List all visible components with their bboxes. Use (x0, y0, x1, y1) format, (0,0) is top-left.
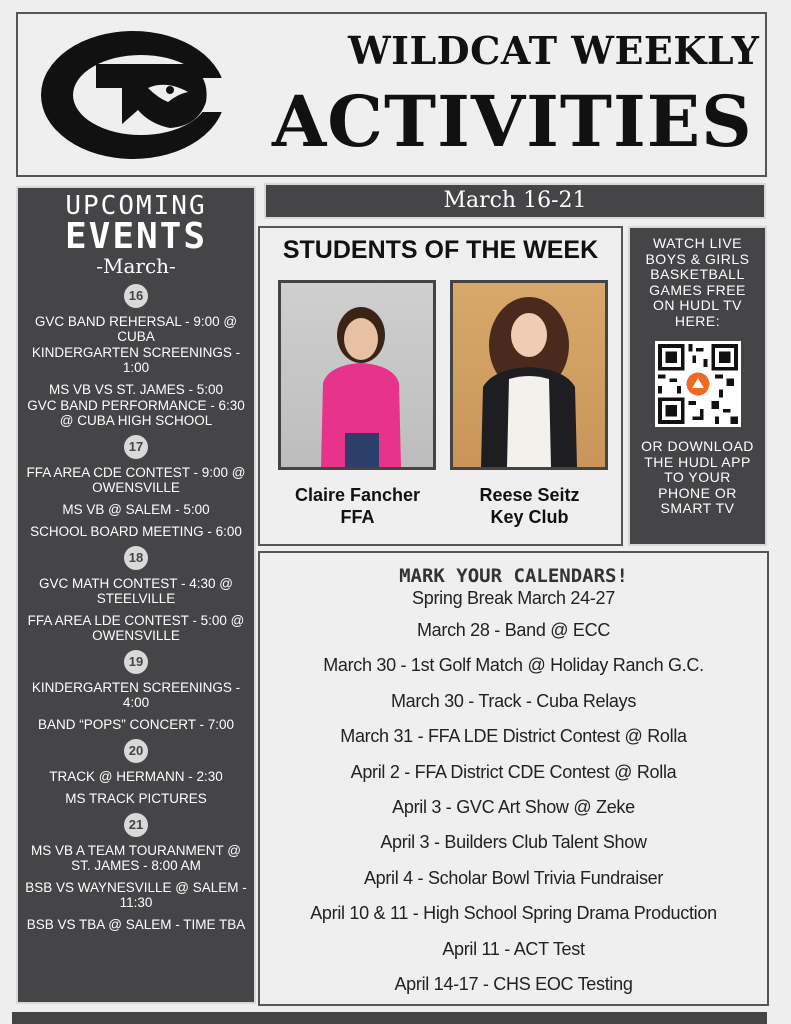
students-of-the-week (258, 226, 623, 546)
event-item: KINDERGARTEN SCREENINGS - 1:00 (31, 345, 241, 375)
hudl-download-text: OR DOWNLOAD THE HUDL APP TO YOUR PHONE OR SMART TV (641, 438, 754, 516)
student-caption (270, 484, 445, 528)
wildcat-logo-icon (38, 28, 228, 163)
title-line2: ACTIVITIES (272, 80, 753, 163)
event-item: GVC BAND REHERSAL - 9:00 @ CUBA (34, 314, 238, 344)
date-range-bar: March 16-21 (264, 183, 766, 219)
day-badge: 19 (124, 650, 148, 674)
upcoming-events-panel (16, 186, 256, 1004)
calendar-item: March 28 - Band @ ECC (416, 620, 611, 640)
event-item: FFA AREA CDE CONTEST - 9:00 @ OWENSVILLE (26, 465, 246, 495)
hudl-watch-text: WATCH LIVE BOYS & GIRLS BASKETBALL GAMES FREE ON HUDL TV HERE: (645, 235, 750, 329)
day-badge: 21 (124, 813, 148, 837)
event-item: MS TRACK PICTURES (65, 791, 207, 806)
event-item: GVC BAND PERFORMANCE - 6:30 @ CUBA HIGH SCHOOL (27, 398, 245, 428)
events-heading: EVENTS (64, 216, 208, 257)
event-item: SCHOOL BOARD MEETING - 6:00 (30, 524, 242, 539)
day-badge: 20 (124, 739, 148, 763)
header (16, 12, 767, 177)
event-item: MS VB @ SALEM - 5:00 (62, 502, 210, 517)
calendar-item: April 14-17 - CHS EOC Testing (394, 973, 633, 994)
calendar-item: April 3 - GVC Art Show @ Zeke (392, 796, 635, 817)
student-caption (442, 484, 617, 528)
student-portrait-icon (453, 283, 605, 467)
calendar-item: March 30 - 1st Golf Match @ Holiday Ranch G.C. (323, 655, 704, 676)
event-item: BAND “POPS” CONCERT - 7:00 (37, 717, 235, 732)
student-photo (450, 280, 608, 470)
day-badge: 18 (124, 546, 148, 570)
student-name: Reese Seitz (479, 485, 580, 505)
month-label: -March- (96, 254, 176, 278)
event-item: MS VB A TEAM TOURANMENT @ ST. JAMES - 8:00 AM (30, 843, 241, 873)
calendar-item: April 3 - Builders Club Talent Show (380, 832, 647, 853)
bottom-bar (12, 1012, 767, 1024)
event-item: TRACK @ HERMANN - 2:30 (49, 769, 223, 784)
event-item: KINDERGARTEN SCREENINGS - 4:00 (31, 680, 241, 710)
calendar-item: April 10 & 11 - High School Spring Drama Production (310, 903, 717, 924)
event-item: FFA AREA LDE CONTEST - 5:00 @ OWENSVILLE (27, 613, 245, 643)
title-line1: WILDCAT WEEKLY (348, 28, 760, 73)
calendar-item: April 2 - FFA District CDE Contest @ Rolla (350, 761, 677, 782)
upcoming-heading: UPCOMING (65, 191, 207, 221)
event-item: BSB VS WAYNESVILLE @ SALEM - 11:30 (25, 880, 247, 910)
student-name: Claire Fancher (294, 485, 421, 505)
student-portrait-icon (281, 283, 433, 467)
calendar-item: April 11 - ACT Test (442, 938, 585, 959)
students-title: STUDENTS OF THE WEEK (282, 236, 599, 264)
event-item: GVC MATH CONTEST - 4:30 @ STEELVILLE (39, 576, 233, 606)
event-item: MS VB VS ST. JAMES - 5:00 (48, 382, 224, 397)
student-org: FFA (340, 507, 375, 527)
student-photo (278, 280, 436, 470)
calendar-item: March 31 - FFA LDE District Contest @ Rolla (340, 726, 687, 747)
calendar-item: Spring Break March 24-27 (412, 588, 615, 608)
day-badge: 16 (124, 284, 148, 308)
event-item: BSB VS TBA @ SALEM - TIME TBA (26, 917, 246, 932)
calendar-item: March 30 - Track - Cuba Relays (390, 690, 637, 711)
hudl-panel (628, 226, 767, 546)
calendar-item: April 4 - Scholar Bowl Trivia Fundraiser (363, 867, 664, 888)
calendar-panel (258, 551, 769, 1006)
student-org: Key Club (490, 507, 569, 527)
calendar-title: MARK YOUR CALENDARS! (399, 565, 628, 587)
qr-code-icon[interactable] (655, 341, 741, 427)
day-badge: 17 (124, 435, 148, 459)
